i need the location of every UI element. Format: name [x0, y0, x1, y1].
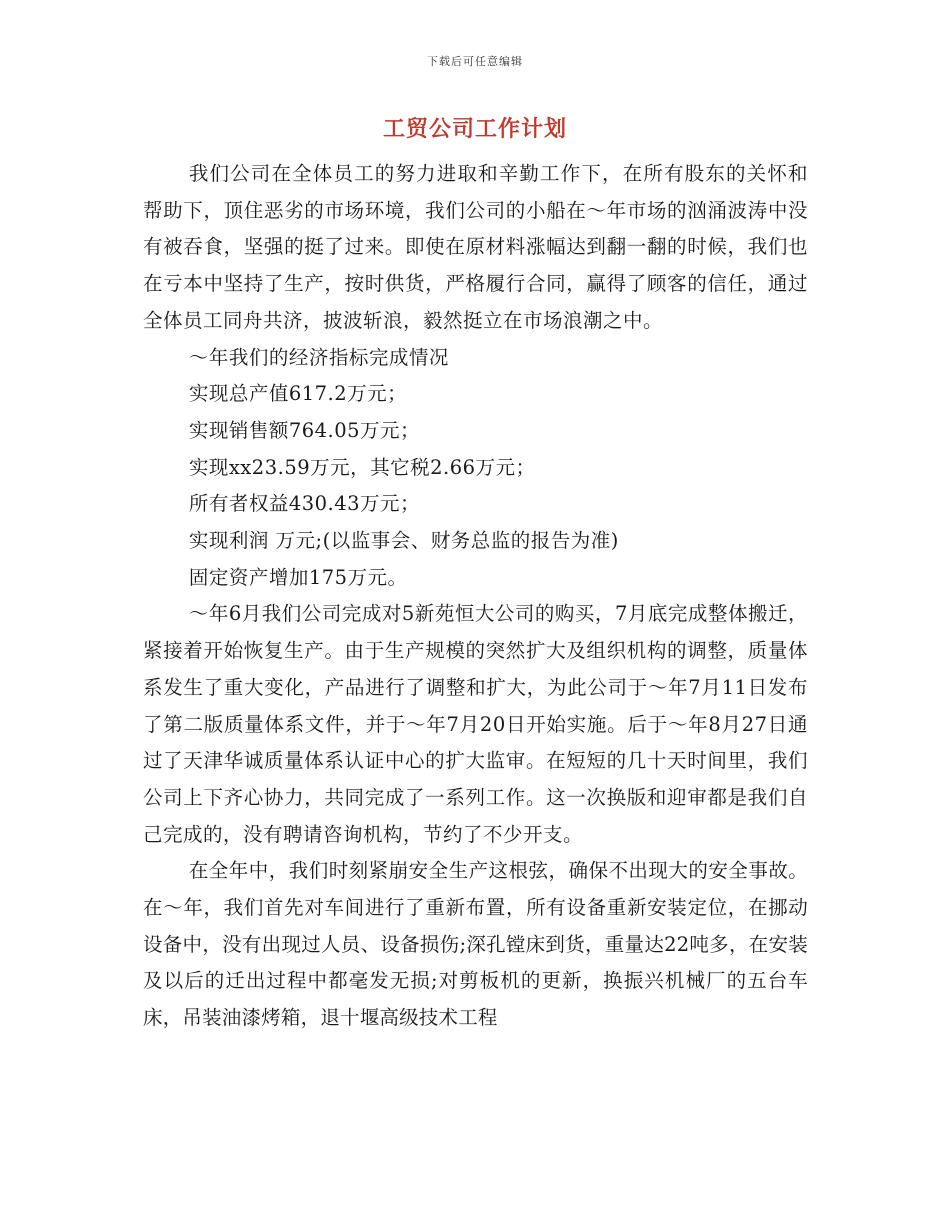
paragraph-profit: 实现利润 万元;(以监事会、财务总监的报告为准) — [188, 529, 619, 553]
paragraph-equity: 所有者权益430.43万元； — [188, 492, 421, 516]
document-body — [143, 156, 808, 1037]
paragraph-tax: 实现xx23.59万元，其它税2.66万元； — [188, 455, 536, 479]
document-title: 工贸公司工作计划 — [382, 116, 567, 142]
paragraph-indicators-heading: ～年我们的经济指标完成情况 — [188, 345, 449, 369]
paragraph-total-output: 实现总产值617.2万元； — [188, 382, 408, 406]
paragraph-sales: 实现销售额764.05万元； — [188, 418, 421, 442]
paragraph-acquisition: ～年6月我们公司完成对5新苑恒大公司的购买，7月底完成整体搬迁，紧接着开始恢复生产。由于生产规模的突然扩大及组织机构的调整，质量体系发生了重大变化，产品进行了调整和扩大，为此公司于～年7月11日发布了第二版质量体系文件，并于～年7月20日开始实施。后于～年8月27日通过了天津华诚质量体系认证中心的扩大监审。在短短的几十天时间里，我们公司上下齐心协力，共同完成了一系列工作。这一次换版和迎审都是我们自己完成的，没有聘请咨询机构，节约了不少开支。 — [143, 602, 808, 846]
header-note: 下载后可任意编辑 — [427, 55, 523, 68]
paragraph-safety: 在全年中，我们时刻紧崩安全生产这根弦，确保不出现大的安全事故。在～年，我们首先对车间进行了重新布置，所有设备重新安装定位，在挪动设备中，没有出现过人员、设备损伤;深孔镗床到货，重量达22吨多，在安装及以后的迁出过程中都毫发无损;对剪板机的更新，换振兴机械厂的五台车床，吊装油漆烤箱，退十堰高级技术工程 — [143, 859, 808, 1030]
paragraph-fixed-assets: 固定资产增加175万元。 — [188, 565, 408, 589]
paragraph-intro: 我们公司在全体员工的努力进取和辛勤工作下，在所有股东的关怀和帮助下，顶住恶劣的市场环境，我们公司的小船在～年市场的汹涌波涛中没有被吞食，坚强的挺了过来。即使在原材料涨幅达到翻一翻的时候，我们也在亏本中坚持了生产，按时供货，严格履行合同，赢得了顾客的信任，通过全体员工同舟共济，披波斩浪，毅然挺立在市场浪潮之中。 — [143, 162, 808, 332]
